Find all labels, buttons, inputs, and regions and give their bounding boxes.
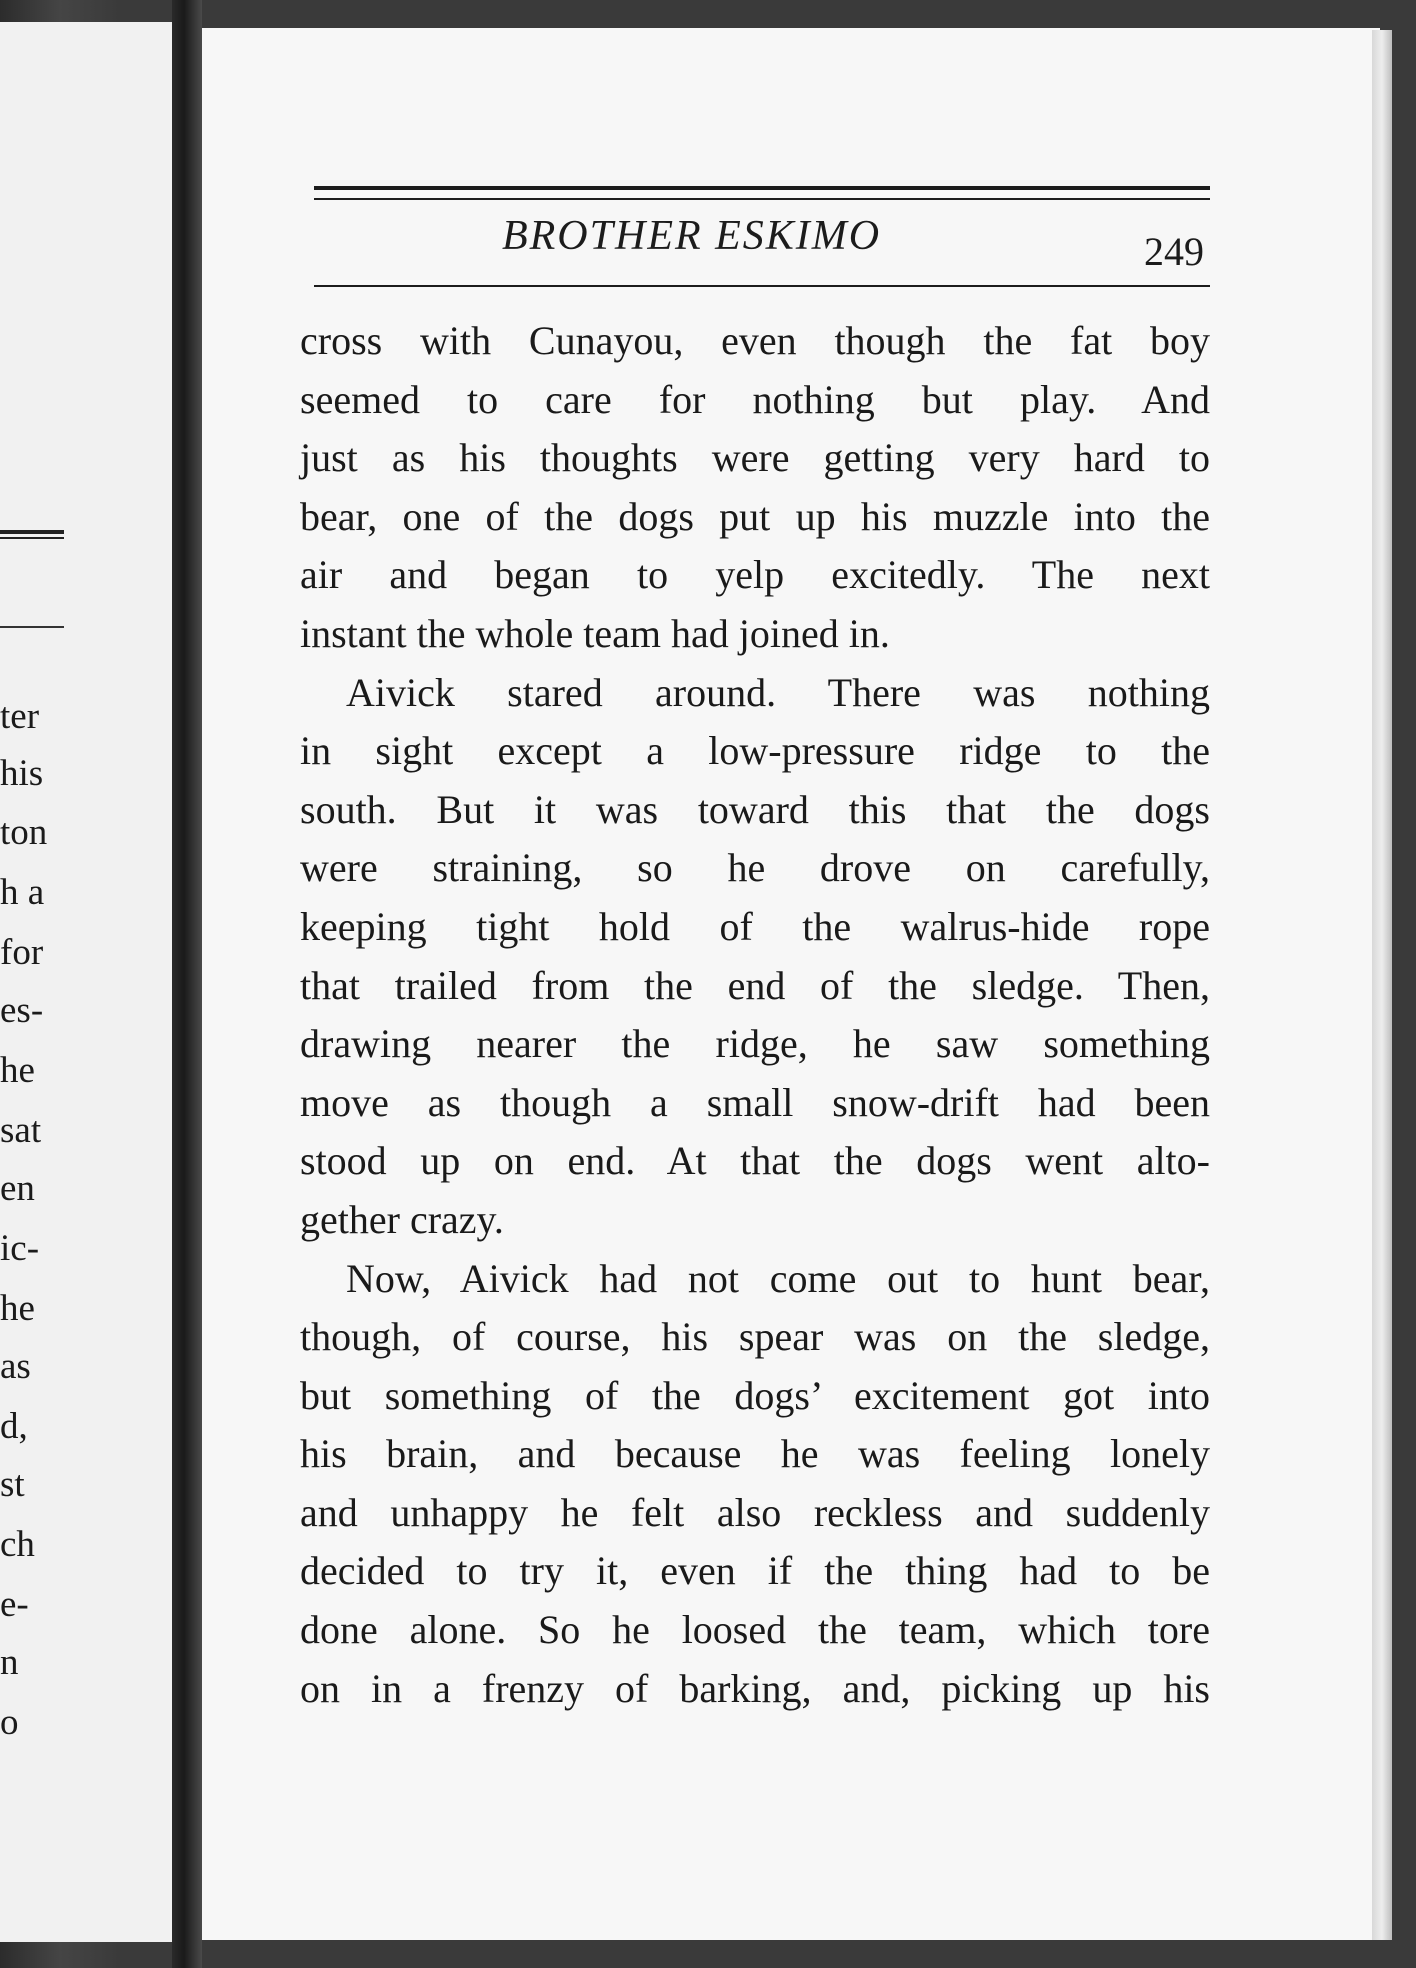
paragraph — [300, 1250, 1210, 1719]
previous-page-line-fragment: h a — [0, 872, 45, 913]
text-line: seemed to care for nothing but play. And — [300, 376, 1210, 422]
page-edge — [1372, 30, 1392, 1940]
previous-page-line-fragment: ic- — [0, 1228, 40, 1269]
text-line: but something of the dogs’ excitement got into — [300, 1372, 1210, 1418]
page-number: 249 — [1144, 229, 1204, 274]
text-line: keeping tight hold of the walrus-hide rope — [300, 903, 1210, 949]
header-underline — [314, 285, 1210, 287]
previous-page-line-fragment: ter — [0, 696, 40, 737]
running-head: BROTHER ESKIMO — [502, 213, 882, 259]
text-line: and unhappy he felt also reckless and suddenly — [300, 1489, 1210, 1535]
text-line: air and began to yelp excitedly. The next — [300, 552, 1210, 598]
previous-page-line-fragment: d, — [0, 1406, 28, 1447]
previous-page-line-fragment: for — [0, 932, 44, 973]
previous-page-header-underline — [0, 626, 64, 628]
previous-page-header-rule — [0, 530, 64, 539]
previous-page-line-fragment: his — [0, 753, 44, 794]
text-line: done alone. So he loosed the team, which tore — [300, 1607, 1210, 1653]
previous-page-line-fragment: ch — [0, 1524, 35, 1565]
paragraph — [300, 664, 1210, 1250]
previous-page-line-fragment: o — [0, 1702, 19, 1743]
text-line: decided to try it, even if the thing had to be — [300, 1548, 1210, 1594]
previous-page-line-fragment: he — [0, 1050, 35, 1091]
header-double-rule — [314, 186, 1210, 200]
previous-page-line-fragment: es- — [0, 990, 44, 1031]
text-line: move as though a small snow-drift had been — [300, 1079, 1210, 1125]
book-gutter — [172, 0, 202, 1968]
previous-page-line-fragment: he — [0, 1288, 35, 1329]
text-line: Aivick stared around. There was nothing — [346, 669, 1210, 715]
text-line: drawing nearer the ridge, he saw something — [300, 1021, 1210, 1067]
text-line: on in a frenzy of barking, and, picking up his — [300, 1665, 1210, 1711]
text-line: Now, Aivick had not come out to hunt bear, — [346, 1255, 1210, 1301]
previous-page-line-fragment: sat — [0, 1110, 42, 1151]
text-line: south. But it was toward this that the dogs — [300, 786, 1210, 832]
text-line: instant the whole team had joined in. — [300, 610, 890, 656]
paragraph — [300, 312, 1210, 664]
text-line: his brain, and because he was feeling lonely — [300, 1431, 1210, 1477]
text-line: just as his thoughts were getting very hard to — [300, 435, 1210, 481]
text-line: in sight except a low-pressure ridge to the — [300, 728, 1210, 774]
previous-page-fragment — [0, 22, 172, 1942]
text-line: stood up on end. At that the dogs went alto- — [300, 1138, 1210, 1184]
text-line: bear, one of the dogs put up his muzzle into the — [300, 493, 1210, 539]
previous-page-line-fragment: as — [0, 1346, 31, 1387]
text-line: cross with Cunayou, even though the fat boy — [300, 318, 1210, 363]
text-line: were straining, so he drove on carefully, — [300, 845, 1210, 891]
text-line: gether crazy. — [300, 1196, 504, 1242]
text-line: that trailed from the end of the sledge. Then, — [300, 962, 1210, 1008]
body-text — [300, 312, 1210, 1718]
text-line: though, of course, his spear was on the sledge, — [300, 1314, 1210, 1360]
previous-page-line-fragment: e- — [0, 1584, 29, 1625]
previous-page-line-fragment: ton — [0, 812, 48, 853]
previous-page-line-fragment: n — [0, 1642, 19, 1683]
previous-page-line-fragment: st — [0, 1464, 25, 1505]
previous-page-line-fragment: en — [0, 1168, 35, 1209]
